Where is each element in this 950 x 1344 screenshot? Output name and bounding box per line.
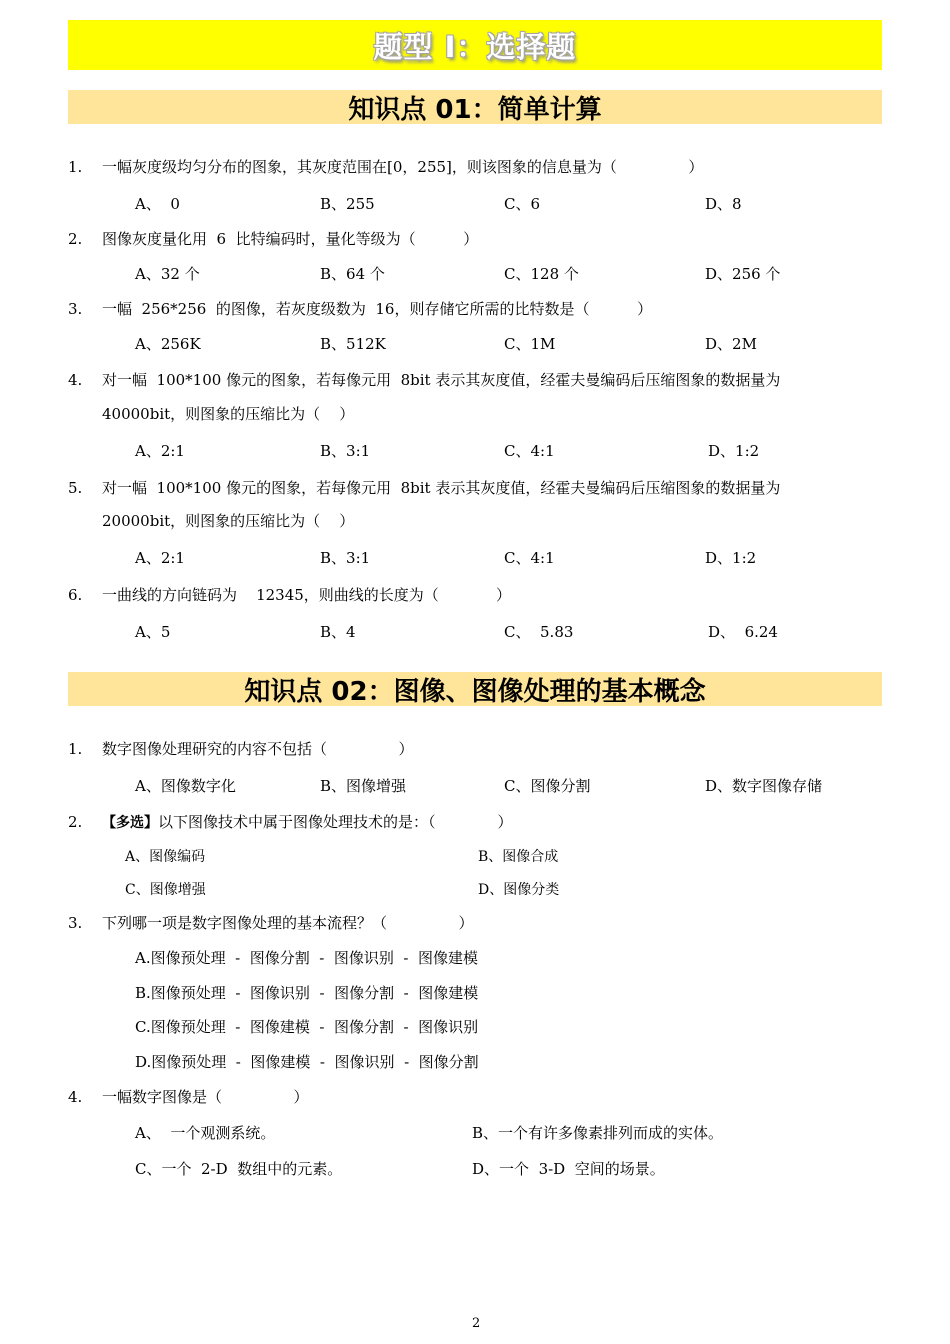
page-number: 2 (472, 1316, 481, 1331)
option-a: A、 一个观测系统。 (135, 1124, 276, 1142)
option-d: D、256 个 (705, 265, 781, 283)
option-c: C、4:1 (504, 442, 555, 460)
question-number: 1. (68, 158, 83, 176)
option-b: B、4 (320, 623, 356, 641)
option-c: C、 5.83 (504, 623, 574, 641)
option-a: A、2:1 (135, 442, 185, 460)
option-c: C.图像预处理 - 图像建模 - 图像分割 - 图像识别 (135, 1018, 479, 1036)
option-d: D、一个 3-D 空间的场景。 (472, 1160, 665, 1178)
option-b: B.图像预处理 - 图像识别 - 图像分割 - 图像建模 (135, 984, 479, 1002)
option-d: D.图像预处理 - 图像建模 - 图像识别 - 图像分割 (135, 1053, 479, 1071)
option-b: B、图像增强 (320, 777, 407, 795)
question-text-wrap (102, 812, 513, 833)
question-text: 对一幅 100*100 像元的图象，若每像元用 8bit 表示其灰度值，经霍夫曼编码后压缩图象的数据量为 (102, 479, 781, 497)
question-text: 一幅数字图像是（ ） (102, 1088, 309, 1106)
option-c: C、图像分割 (504, 777, 591, 795)
option-d: D、图像分类 (478, 882, 560, 898)
option-d: D、 6.24 (708, 623, 778, 641)
option-c: C、128 个 (504, 265, 579, 283)
option-b: B、255 (320, 195, 375, 213)
question-number: 1. (68, 740, 83, 758)
option-c: C、4:1 (504, 549, 555, 567)
question-text: 数字图像处理研究的内容不包括（ ） (102, 740, 414, 758)
option-a: A、图像数字化 (135, 777, 236, 795)
question-number: 3. (68, 300, 83, 318)
option-b: B、一个有许多像素排列而成的实体。 (472, 1124, 724, 1142)
question-text: 一幅 256*256 的图像，若灰度级数为 16，则存储它所需的比特数是（ ） (102, 300, 653, 318)
knowledge-point-title: 知识点 01：简单计算 (348, 94, 602, 125)
option-d: D、2M (705, 335, 757, 353)
option-b: B、图像合成 (478, 849, 559, 865)
question-text-continued: 40000bit，则图象的压缩比为（ ） (102, 405, 355, 423)
option-c: C、6 (504, 195, 541, 213)
option-a: A、256K (135, 335, 201, 353)
question-text: 以下图像技术中属于图像处理技术的是：（ ） (158, 813, 513, 831)
question-number: 6. (68, 586, 83, 604)
option-b: B、3:1 (320, 442, 371, 460)
question-text: 对一幅 100*100 像元的图象，若每像元用 8bit 表示其灰度值，经霍夫曼编码后压缩图象的数据量为 (102, 371, 781, 389)
option-b: B、3:1 (320, 549, 371, 567)
option-c: C、一个 2-D 数组中的元素。 (135, 1160, 343, 1178)
option-c: C、图像增强 (125, 882, 206, 898)
option-a: A、5 (135, 623, 171, 641)
question-number: 2. (68, 813, 83, 831)
section-type-banner (68, 20, 882, 70)
option-d: D、1:2 (708, 442, 760, 460)
knowledge-point-title: 知识点 02：图像、图像处理的基本概念 (244, 676, 706, 707)
option-a: A.图像预处理 - 图像分割 - 图像识别 - 图像建模 (135, 949, 479, 967)
option-a: A、2:1 (135, 549, 185, 567)
option-a: A、32 个 (135, 265, 200, 283)
option-d: D、数字图像存储 (705, 777, 823, 795)
option-d: D、8 (705, 195, 742, 213)
question-number: 2. (68, 230, 83, 248)
question-text: 一幅灰度级均匀分布的图象，其灰度范围在[0，255]，则该图象的信息量为（ ） (102, 158, 704, 176)
question-text-continued: 20000bit，则图象的压缩比为（ ） (102, 512, 355, 530)
option-b: B、64 个 (320, 265, 385, 283)
option-c: C、1M (504, 335, 556, 353)
question-number: 4. (68, 371, 83, 389)
multi-select-mark: 【多选】 (102, 815, 158, 831)
question-text: 下列哪一项是数字图像处理的基本流程？（ ） (102, 914, 474, 932)
question-text: 一曲线的方向链码为 12345，则曲线的长度为（ ） (102, 586, 512, 604)
knowledge-point-02-header (68, 672, 882, 706)
option-d: D、1:2 (705, 549, 757, 567)
banner-title: 题型 I：选择题 (373, 29, 577, 64)
question-number: 3. (68, 914, 83, 932)
knowledge-point-01-header (68, 90, 882, 124)
option-a: A、 0 (135, 195, 180, 213)
question-number: 5. (68, 479, 83, 497)
option-a: A、图像编码 (125, 849, 206, 865)
option-b: B、512K (320, 335, 386, 353)
question-number: 4. (68, 1088, 83, 1106)
question-text: 图像灰度量化用 6 比特编码时，量化等级为（ ） (102, 230, 479, 248)
